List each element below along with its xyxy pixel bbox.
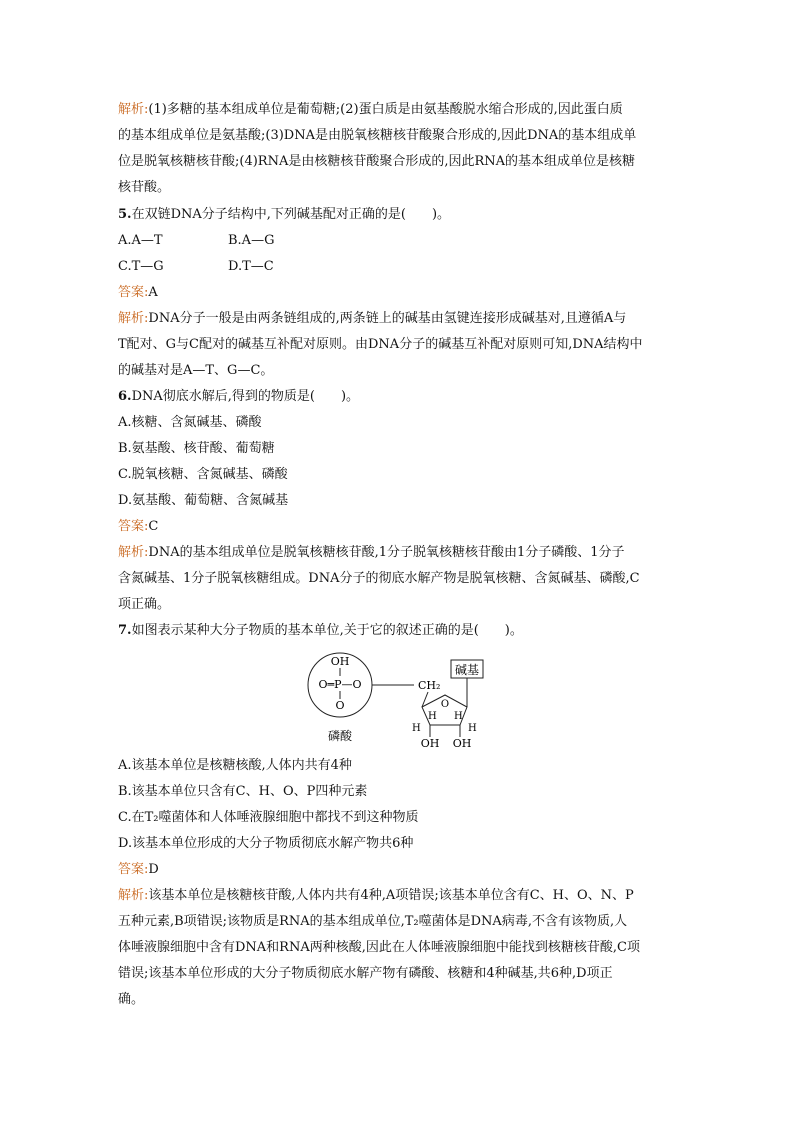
q7-analysis-line-5: 确。 <box>118 992 145 1007</box>
phosphate-oh: OH <box>330 655 350 668</box>
q6-option-b: B.氨基酸、核苷酸、葡萄糖 <box>118 441 275 456</box>
q7-analysis-line-4: 错误;该基本单位形成的大分子物质彻底水解产物有磷酸、核糖和4种碱基,共6种,D项正 <box>118 966 613 981</box>
ribose-h-4: H <box>468 723 477 734</box>
q6-analysis-label: 解析: <box>118 545 149 560</box>
q6-option-a: A.核糖、含氮碱基、磷酸 <box>118 415 262 430</box>
q5-option-c: C.T—G <box>118 259 164 274</box>
q5-analysis-line-2: T配对、G与C配对的碱基互补配对原则。由DNA分子的碱基互补配对原则可知,DNA结构中 <box>118 337 643 352</box>
q7-answer-label: 答案: <box>118 862 149 877</box>
q5-answer: 答案:A <box>118 285 158 300</box>
q6-answer-label: 答案: <box>118 519 149 534</box>
q5-option-a: A.A—T <box>118 233 163 248</box>
q7-option-b: B.该基本单位只含有C、H、O、P四种元素 <box>118 784 368 799</box>
q5-analysis-line-1: 解析:DNA分子一般是由两条链组成的,两条链上的碱基由氢键连接形成碱基对,且遵循A与 <box>118 311 627 326</box>
q6-analysis-line-1: 解析:DNA的基本组成单位是脱氧核糖核苷酸,1分子脱氧核糖核苷酸由1分子磷酸、1分子 <box>118 545 625 560</box>
q7-option-c: C.在T₂噬菌体和人体唾液腺细胞中都找不到这种物质 <box>118 810 419 825</box>
ribose-h-1: H <box>412 723 421 734</box>
q5-option-d: D.T—C <box>228 259 274 274</box>
q6-analysis-line-3: 项正确。 <box>118 597 171 612</box>
q5-analysis-line-3: 的碱基对是A—T、G—C。 <box>118 363 274 378</box>
ribose-h-2: H <box>428 711 437 722</box>
q7-answer: 答案:D <box>118 862 159 877</box>
q6-answer: 答案:C <box>118 519 159 534</box>
q7-analysis-line-1: 解析:该基本单位是核糖核苷酸,人体内共有4种,A项错误;该基本单位含有C、H、O、N、P <box>118 888 634 903</box>
q5-number: 5. <box>118 207 132 222</box>
q6-option-c: C.脱氧核糖、含氮碱基、磷酸 <box>118 467 288 482</box>
q7-analysis-label: 解析: <box>118 888 149 903</box>
ch2-label: CH₂ <box>418 679 441 692</box>
q7-option-d: D.该基本单位形成的大分子物质彻底水解产物共6种 <box>118 836 414 851</box>
q4-analysis-line-4: 核苷酸。 <box>118 180 171 195</box>
q4-analysis-line-1: 解析:(1)多糖的基本组成单位是葡萄糖;(2)蛋白质是由氨基酸脱水缩合形成的,因此蛋白质 <box>118 102 623 117</box>
nucleotide-figure <box>300 645 500 755</box>
q7-number: 7. <box>118 623 132 638</box>
q4-analysis-line-3: 位是脱氧核糖核苷酸;(4)RNA是由核糖核苷酸聚合形成的,因此RNA的基本组成单位是核糖 <box>118 154 636 169</box>
q7-analysis-line-3: 体唾液腺细胞中含有DNA和RNA两种核酸,因此在人体唾液腺细胞中能找到核糖核苷酸,C项 <box>118 940 640 955</box>
ribose-o: O <box>440 699 450 710</box>
q5-option-b: B.A—G <box>228 233 275 248</box>
q6-number: 6. <box>118 389 132 404</box>
phosphate-row: O═P—O <box>318 678 362 691</box>
q7-option-a: A.该基本单位是核糖核酸,人体内共有4种 <box>118 758 352 773</box>
q6-option-d: D.氨基酸、葡萄糖、含氮碱基 <box>118 493 289 508</box>
q7-stem: 7.如图表示某种大分子物质的基本单位,关于它的叙述正确的是( )。 <box>118 623 523 638</box>
q6-stem: 6.DNA彻底水解后,得到的物质是( )。 <box>118 389 360 404</box>
q7-analysis-line-2: 五种元素,B项错误;该物质是RNA的基本组成单位,T₂噬菌体是DNA病毒,不含有该物质,人 <box>118 914 628 929</box>
phosphate-o-bottom: O <box>335 699 345 712</box>
q4-analysis-label: 解析: <box>118 102 149 117</box>
base-label: 碱基 <box>454 663 480 677</box>
ribose-oh-right: OH <box>452 737 472 750</box>
q5-stem: 5.在双链DNA分子结构中,下列碱基配对正确的是( )。 <box>118 207 451 222</box>
ribose-oh-left: OH <box>420 737 440 750</box>
ribose-h-3: H <box>454 711 463 722</box>
q6-analysis-line-2: 含氮碱基、1分子脱氧核糖组成。DNA分子的彻底水解产物是脱氧核糖、含氮碱基、磷酸,C <box>118 571 640 586</box>
q4-analysis-line-2: 的基本组成单位是氨基酸;(3)DNA是由脱氧核糖核苷酸聚合形成的,因此DNA的基本组成单 <box>118 128 637 143</box>
q5-analysis-label: 解析: <box>118 311 149 326</box>
phosphate-label: 磷酸 <box>327 729 353 743</box>
q5-answer-label: 答案: <box>118 285 149 300</box>
